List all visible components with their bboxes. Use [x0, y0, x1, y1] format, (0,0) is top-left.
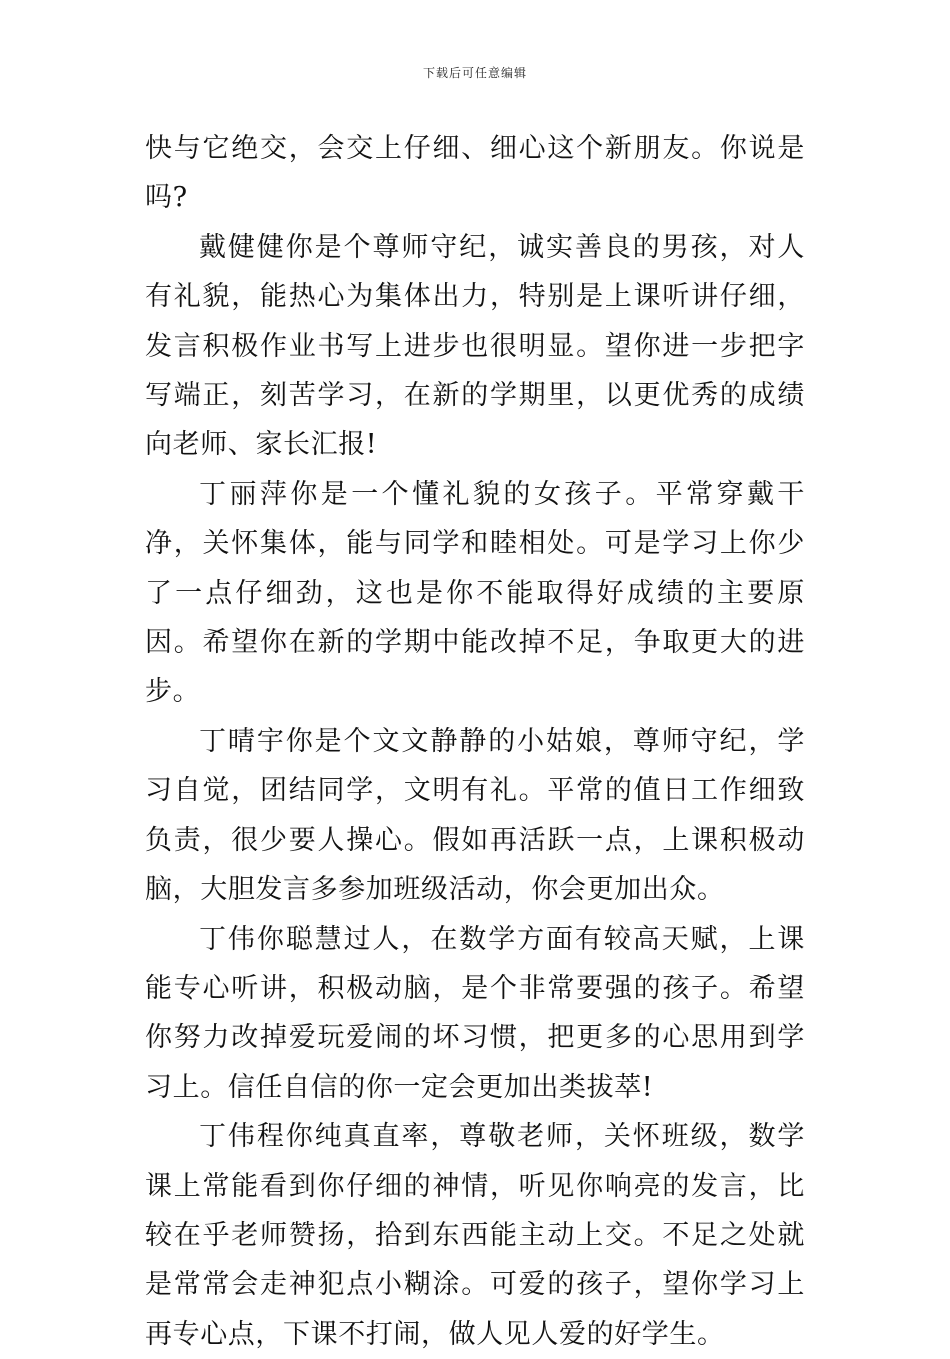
paragraph-continuation: 快与它绝交，会交上仔细、细心这个新朋友。你说是吗? [145, 133, 805, 214]
paragraph-comment-ding-liping: 丁丽萍你是一个懂礼貌的女孩子。平常穿戴干净，关怀集体，能与同学和睦相处。可是学习上你少了一点仔细劲，这也是你不能取得好成绩的主要原因。希望你在新的学期中能改掉不足，争取更大的进步。 [145, 478, 805, 708]
paragraph-comment-ding-qingyu: 丁晴宇你是个文文静静的小姑娘，尊师守纪，学习自觉，团结同学，文明有礼。平常的值日工作细致负责，很少要人操心。假如再活跃一点，上课积极动脑，大胆发言多参加班级活动，你会更加出众。 [145, 725, 805, 906]
paragraph-comment-ding-wei: 丁伟你聪慧过人，在数学方面有较高天赋，上课能专心听讲，积极动脑，是个非常要强的孩子。希望你努力改掉爱玩爱闹的坏习惯，把更多的心思用到学习上。信任自信的你一定会更加出类拔萃! [145, 923, 805, 1103]
document-body [145, 124, 805, 1359]
paragraph-comment-dai-jianjian: 戴健健你是个尊师守纪，诚实善良的男孩，对人有礼貌，能热心为集体出力，特别是上课听讲仔细，发言积极作业书写上进步也很明显。望你进一步把字写端正，刻苦学习，在新的学期里，以更优秀的成绩向老师、家长汇报! [145, 231, 805, 461]
paragraph-comment-ding-weicheng: 丁伟程你纯真直率，尊敬老师，关怀班级，数学课上常能看到你仔细的神情，听见你响亮的发言，比较在乎老师赞扬，拾到东西能主动上交。不足之处就是常常会走神犯点小糊涂。可爱的孩子，望你学习上再专心点，下课不打闹，做人见人爱的好学生。 [145, 1121, 805, 1350]
page-header: 下载后可任意编辑 [422, 66, 527, 80]
